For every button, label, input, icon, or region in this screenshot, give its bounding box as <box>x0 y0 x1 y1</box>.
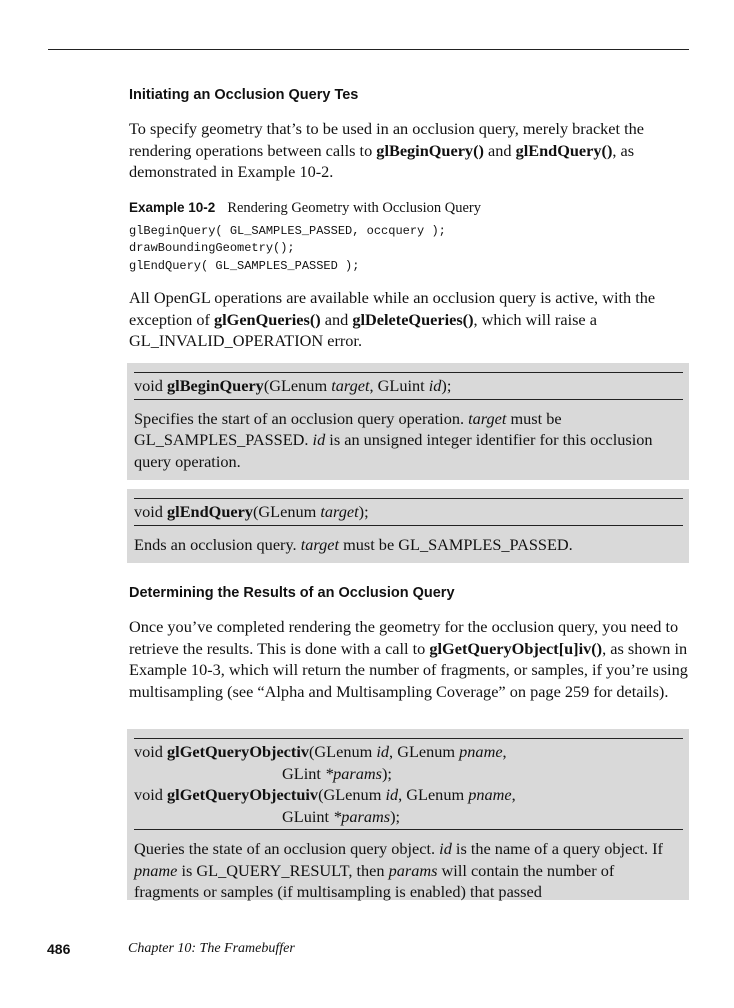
parameter-name: pname <box>134 860 178 880</box>
text-run: is GL_QUERY_RESULT, then <box>177 860 389 880</box>
function-name: glEndQuery() <box>515 140 613 160</box>
function-prototype <box>134 738 683 830</box>
text-run: ); <box>381 763 392 783</box>
text-run: will contain the number of fragments or samples (if multisampling is enabled) that passed <box>134 860 615 901</box>
text-run: ); <box>441 376 452 395</box>
text-run: is the name of a query object. If <box>451 839 663 858</box>
function-name: glDeleteQueries() <box>352 309 474 329</box>
parameter-name: target <box>320 502 359 521</box>
function-description <box>134 400 683 481</box>
function-prototype <box>134 372 683 400</box>
code-listing: glBeginQuery( GL_SAMPLES_PASSED, occquery ); drawBoundingGeometry(); glEndQuery( GL_SAMPLES_PASSED ); <box>129 223 446 273</box>
parameter-name: pname <box>459 742 503 761</box>
section-heading-results: Determining the Results of an Occlusion Query <box>129 585 455 601</box>
function-name: glGetQueryObject[u]iv() <box>429 638 603 658</box>
text-run: , as shown in Example 10-3, which will return the number of fragments, or samples, if you’re using multisampling (see “Alpha and Multisampling Coverage” on page 259 for details). <box>129 638 688 701</box>
parameter-name: id <box>312 430 326 449</box>
parameter-name: target <box>468 408 507 428</box>
chapter-title: Chapter 10: The Framebuffer <box>128 941 295 956</box>
function-box-glgetqueryobject <box>127 729 689 900</box>
text-run: void <box>134 785 168 804</box>
text-run: ); <box>390 806 401 826</box>
text-run: void <box>134 502 168 521</box>
text-run: must be GL_SAMPLES_PASSED. <box>339 534 573 554</box>
main-content <box>129 84 689 352</box>
function-description <box>134 526 683 564</box>
text-run: , GLenum <box>398 785 469 804</box>
section-heading-initiating: Initiating an Occlusion Query Tes <box>129 87 359 103</box>
text-run: (GLenum <box>318 785 386 804</box>
section-results <box>129 582 689 702</box>
text-run: Queries the state of an occlusion query object. <box>134 839 440 858</box>
text-run: (GLenum <box>252 502 321 521</box>
top-rule <box>48 49 689 50</box>
text-run: , which will raise a GL_INVALID_OPERATION error. <box>129 309 597 350</box>
text-run: ); <box>358 502 369 521</box>
parameter-name: target <box>331 376 370 395</box>
text-run: Once you’ve completed rendering the geometry for the occlusion query, you need to retrieve the results. This is done with a call to <box>129 617 679 658</box>
text-run: , GLenum <box>389 742 460 761</box>
function-name: glGenQueries() <box>214 309 321 329</box>
function-name: glEndQuery <box>167 502 253 521</box>
text-run: , <box>511 785 516 804</box>
prototype-line-1 <box>134 741 683 763</box>
parameter-name: params <box>388 860 438 880</box>
text-run: void <box>134 376 168 395</box>
parameter-name: pname <box>468 785 512 804</box>
text-run: GLuint <box>282 806 334 826</box>
parameter-name: id <box>428 376 442 395</box>
paragraph-intro <box>129 118 689 183</box>
function-name: glBeginQuery() <box>376 140 484 160</box>
text-run: must be GL_SAMPLES_PASSED. <box>134 408 562 449</box>
function-prototype <box>134 498 683 526</box>
text-run: , <box>502 742 507 761</box>
text-run: (GLenum <box>309 742 377 761</box>
paragraph-results <box>129 616 689 702</box>
text-run: Specifies the start of an occlusion query operation. <box>134 408 469 428</box>
prototype-line-2 <box>134 763 683 785</box>
prototype-line-4 <box>134 806 683 828</box>
text-run: , as demonstrated in Example 10-2. <box>129 140 635 181</box>
prototype-line-3 <box>134 784 683 806</box>
example-caption <box>129 199 689 217</box>
function-box-glendquery <box>127 489 689 563</box>
parameter-name: id <box>439 839 452 858</box>
parameter-name: id <box>376 742 390 761</box>
text-run: All OpenGL operations are available while an occlusion query is active, with the exception of <box>129 288 656 329</box>
function-name: glBeginQuery <box>167 376 264 395</box>
text-run: and <box>483 140 516 160</box>
parameter-name: *params <box>324 763 382 783</box>
function-description <box>134 830 683 911</box>
text-run: and <box>320 309 353 329</box>
paragraph-operations <box>129 287 689 352</box>
parameter-name: target <box>300 534 339 554</box>
page-number: 486 <box>47 941 71 957</box>
example-label: Example 10-2 <box>129 199 216 215</box>
function-box-glbeginquery <box>127 363 689 480</box>
parameter-name: *params <box>333 806 391 826</box>
example-title: Rendering Geometry with Occlusion Query <box>227 199 481 216</box>
text-run: , GLuint <box>369 376 429 395</box>
text-run: void <box>134 742 168 761</box>
function-name: glGetQueryObjectiv <box>167 742 309 761</box>
text-run: is an unsigned integer identifier for this occlusion query operation. <box>134 430 653 471</box>
text-run: (GLenum <box>263 376 332 395</box>
function-name: glGetQueryObjectuiv <box>167 785 319 804</box>
text-run: GLint <box>282 763 325 783</box>
text-run: To specify geometry that’s to be used in an occlusion query, merely bracket the rendering operations between calls to <box>129 119 645 160</box>
parameter-name: id <box>385 785 399 804</box>
text-run: Ends an occlusion query. <box>134 534 301 554</box>
